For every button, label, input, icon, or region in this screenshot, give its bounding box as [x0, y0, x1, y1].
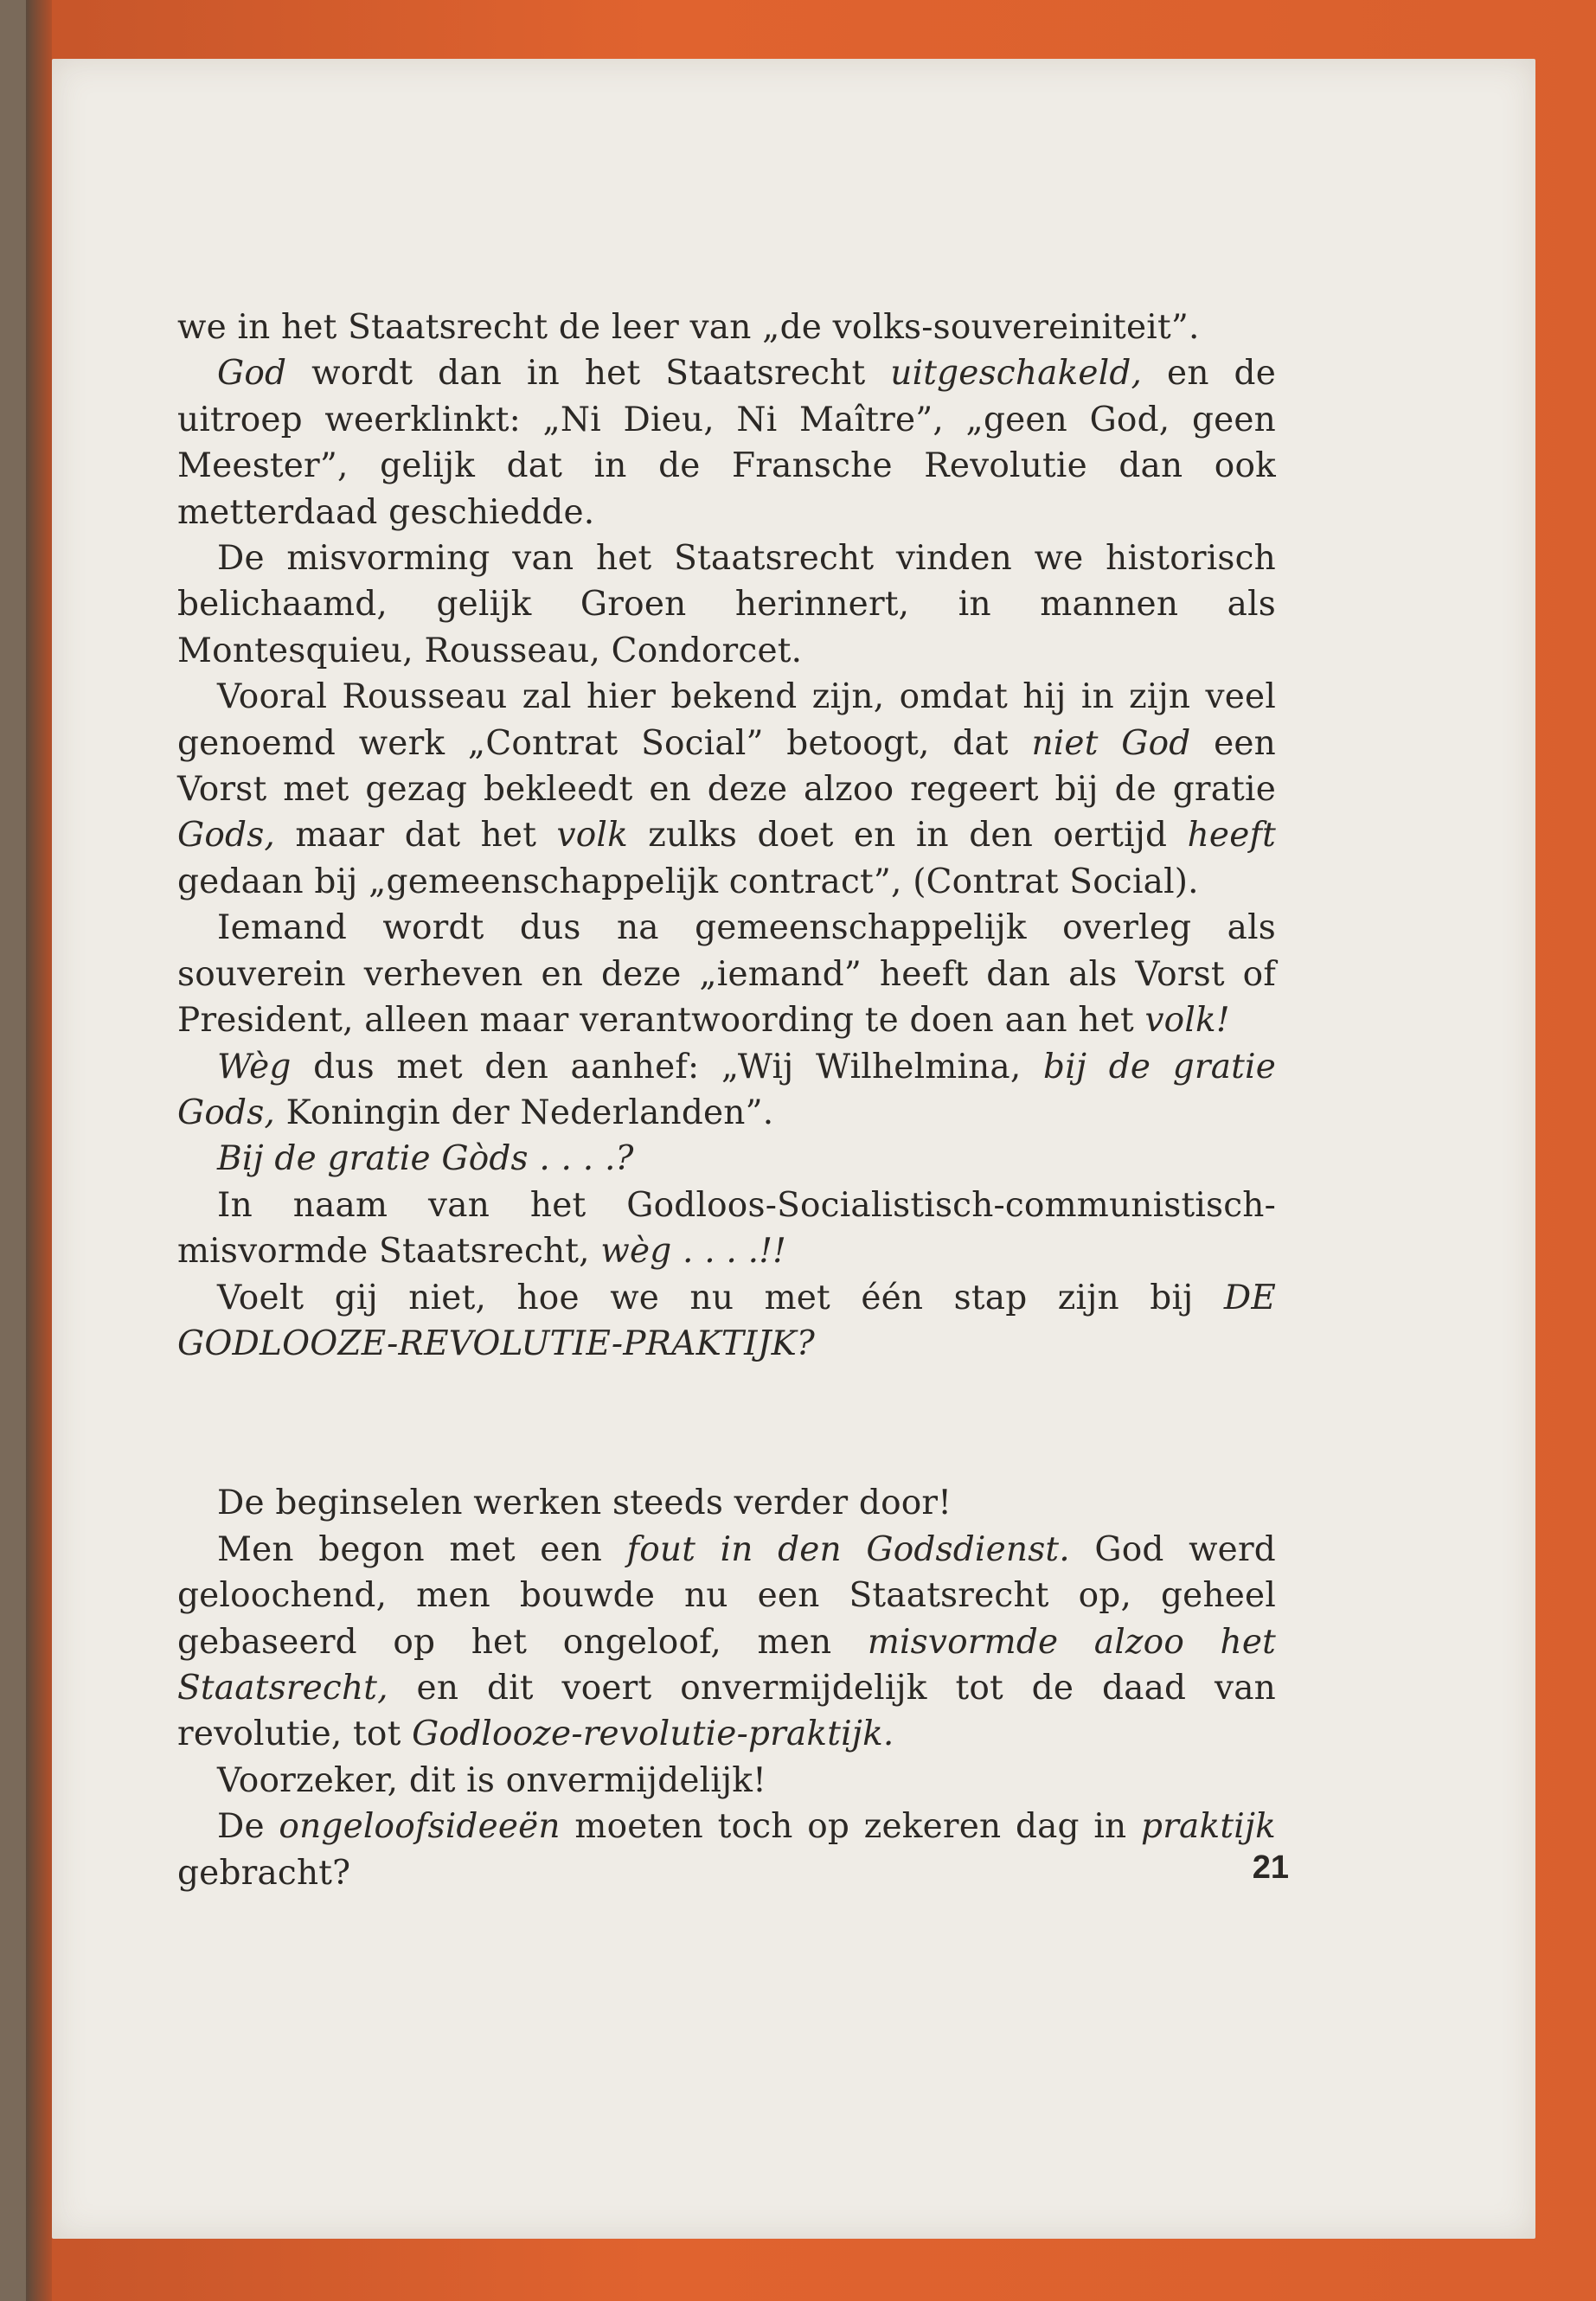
italic-text: Gods, [177, 816, 276, 856]
paragraph [177, 304, 1276, 350]
text-segment: Koningin der Nederlanden”. [275, 1093, 774, 1132]
text-segment: en de uitroep weerklinkt: „Ni Dieu, Ni Maître”, „geen God, geen Meester”, gelijk dat in de Fransche Revolutie dan ook metterdaad geschiedde. [177, 354, 1276, 532]
italic-text: uitgeschakeld, [890, 354, 1143, 394]
italic-text: Godlooze-revolutie-praktijk. [412, 1715, 894, 1754]
text-segment: maar dat het [275, 816, 557, 856]
paragraph [177, 350, 1276, 535]
paragraph [177, 1758, 1276, 1804]
text-segment: Voelt gij niet, hoe we nu met één stap zijn bij [217, 1278, 1224, 1317]
italic-text: misvormde alzoo het Staatsrecht, [177, 1622, 1276, 1708]
text-segment: Iemand wordt dus na gemeenschappelijk overleg als souverein verheven en deze „iemand” heeft dan als Vorst of President, alleen maar verantwoording te doen aan het [177, 908, 1276, 1041]
text-segment: Men begon met een [217, 1529, 627, 1569]
text-segment: De beginselen werken steeds verder door! [217, 1484, 952, 1523]
italic-text: bij de gratie Gods, [177, 1047, 1276, 1132]
paragraph [177, 1183, 1276, 1275]
paragraph [177, 1480, 1276, 1526]
paragraph [177, 1804, 1276, 1896]
text-segment: en dit voert onvermijdelijk tot de daad van revolutie, tot [177, 1668, 1276, 1754]
italic-text: Bij de gratie Gòds . . . .? [217, 1139, 634, 1179]
page-number: 21 [1252, 1849, 1289, 1886]
paragraph [177, 674, 1276, 905]
paragraph-gap [177, 1400, 1276, 1446]
paragraph [177, 905, 1276, 1043]
text-segment: In naam van het Godloos-Socialistisch-communistisch-misvormde Staatsrecht, [177, 1185, 1276, 1272]
book-spine [26, 0, 52, 2301]
italic-text: Wèg [217, 1047, 292, 1086]
text-segment: wordt dan in het Staatsrecht [286, 354, 891, 394]
text-segment: De misvorming van het Staatsrecht vinden we historisch belichaamd, gelijk Groen herinnert, in mannen als Montesquieu, Rousseau, Condorcet. [177, 539, 1276, 670]
paragraph [177, 535, 1276, 674]
text-segment: moeten toch op zekeren dag in [560, 1807, 1142, 1847]
text-segment: gedaan bij „gemeenschappelijk contract”, (Contrat Social). [177, 862, 1199, 901]
text-segment: gebracht? [177, 1853, 351, 1893]
italic-text: niet God [1031, 723, 1191, 763]
paragraph [177, 1527, 1276, 1758]
text-segment: God werd geloochend, men bouwde nu een Staatsrecht op, geheel gebaseerd op het ongeloof, men [177, 1529, 1276, 1662]
italic-text: DE GODLOOZE-REVOLUTIE-PRAKTIJK? [177, 1278, 1276, 1363]
text-segment: een Vorst met gezag bekleedt en deze alzoo regeert bij de gratie [177, 723, 1276, 810]
paragraph [177, 1275, 1276, 1368]
italic-text: wèg . . . .!! [600, 1232, 786, 1272]
italic-text: God [217, 354, 287, 394]
text-segment: zulks doet en in den oertijd [627, 816, 1188, 856]
italic-text: praktijk [1141, 1807, 1276, 1847]
text-segment: De [217, 1807, 279, 1847]
italic-text: volk! [1144, 1001, 1230, 1041]
italic-text: fout in den Godsdienst. [626, 1529, 1070, 1569]
text-segment: Vooral Rousseau zal hier bekend zijn, omdat hij in zijn veel genoemd werk „Contrat Social” betoogt, dat [177, 677, 1276, 763]
italic-text: heeft [1187, 816, 1276, 856]
italic-text: ongeloofsideeën [279, 1807, 561, 1847]
text-segment: dus met den aanhef: „Wij Wilhelmina, [291, 1047, 1044, 1086]
page-body-text [177, 304, 1276, 1896]
italic-text: volk [556, 816, 628, 856]
paragraph [177, 1136, 1276, 1182]
paragraph [177, 1044, 1276, 1137]
text-segment: we in het Staatsrecht de leer van „de volks-souvereiniteit”. [177, 308, 1200, 347]
text-segment: Voorzeker, dit is onvermijdelijk! [217, 1760, 766, 1800]
